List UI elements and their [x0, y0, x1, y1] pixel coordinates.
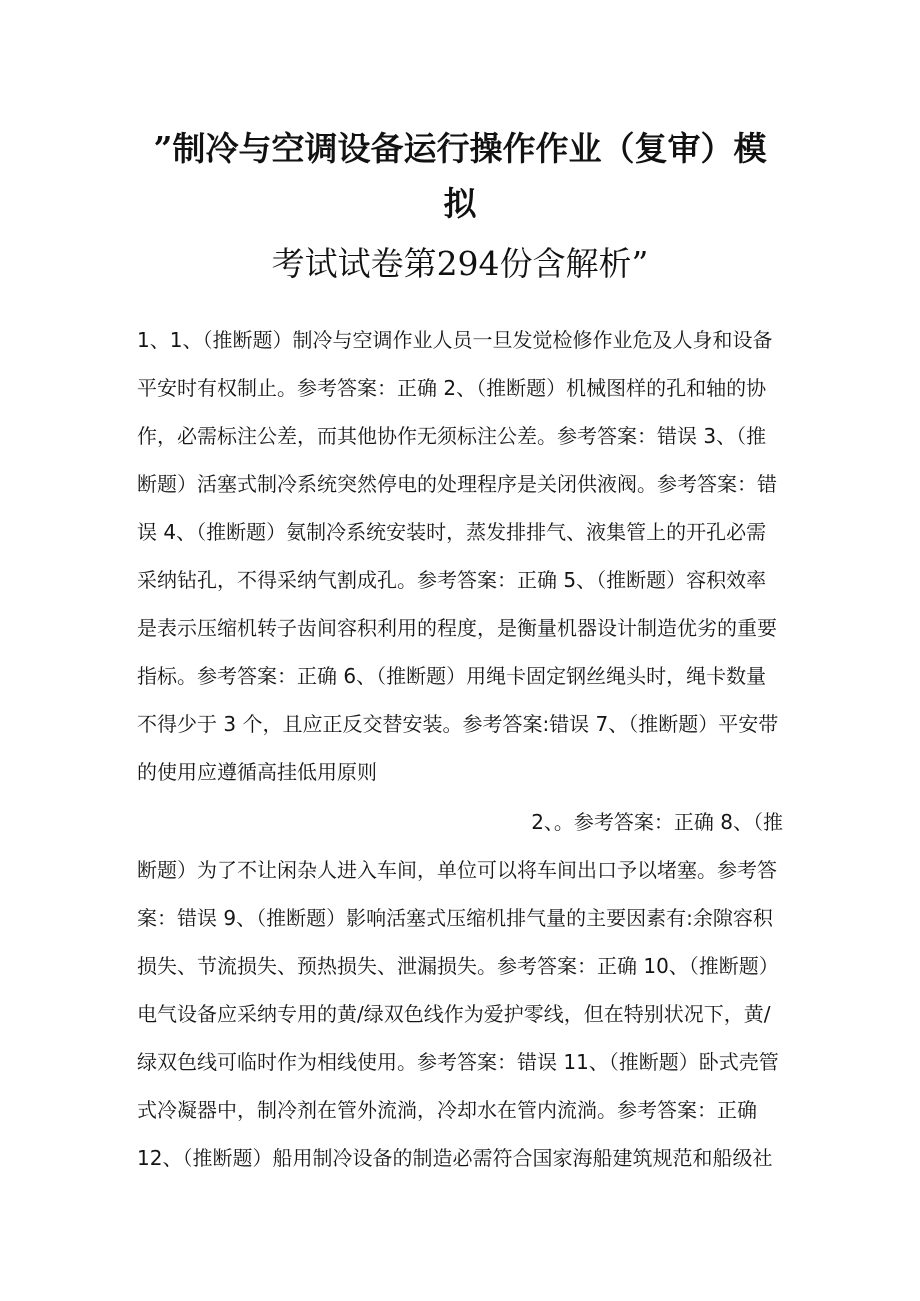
body-line-7: 是表示压缩机转子齿间容积利用的程度，是衡量机器设计制造优劣的重要 [137, 616, 777, 640]
document-title-line-1: ”制冷与空调设备运行操作作业（复审）模 [153, 129, 767, 168]
body-line-9: 不得少于 3 个，且应正反交替安装。参考答案:错误 7、（推断题）平安带 [137, 712, 779, 736]
body-line-8: 指标。参考答案：正确 6、（推断题）用绳卡固定钢丝绳头时，绳卡数量 [137, 664, 767, 688]
document-title-line-2: 拟 [443, 184, 477, 223]
body-line-15: 电气设备应采纳专用的黄/绿双色线作为爱护零线，但在特别状况下，黄/ [137, 1002, 771, 1026]
body-line-5: 误 4、（推断题）氨制冷系统安装时，蒸发排排气、液集管上的开孔必需 [137, 520, 767, 544]
body-line-11: 2、。参考答案：正确 8、（推 [531, 810, 783, 834]
body-line-17: 式冷凝器中，制冷剂在管外流淌，冷却水在管内流淌。参考答案：正确 [137, 1098, 757, 1122]
document-title-line-3: 考试试卷第294份含解析” [271, 244, 649, 283]
body-line-10: 的使用应遵循高挂低用原则 [137, 760, 377, 784]
body-line-3: 作，必需标注公差，而其他协作无须标注公差。参考答案：错误 3、（推 [137, 424, 767, 448]
body-line-18: 12、（推断题）船用制冷设备的制造必需符合国家海船建筑规范和船级社 [137, 1146, 773, 1170]
body-line-1: 1、1、（推断题）制冷与空调作业人员一旦发觉检修作业危及人身和设备 [137, 328, 773, 352]
body-line-16: 绿双色线可临时作为相线使用。参考答案：错误 11、（推断题）卧式壳管 [137, 1050, 779, 1074]
body-line-14: 损失、节流损失、预热损失、泄漏损失。参考答案：正确 10、（推断题） [137, 954, 779, 978]
body-line-6: 采纳钻孔，不得采纳气割成孔。参考答案：正确 5、（推断题）容积效率 [137, 568, 767, 592]
body-line-2: 平安时有权制止。参考答案：正确 2、（推断题）机械图样的孔和轴的协 [137, 376, 767, 400]
body-line-12: 断题）为了不让闲杂人进入车间，单位可以将车间出口予以堵塞。参考答 [137, 858, 777, 882]
body-line-4: 断题）活塞式制冷系统突然停电的处理程序是关闭供液阀。参考答案：错 [137, 472, 777, 496]
body-line-13: 案：错误 9、（推断题）影响活塞式压缩机排气量的主要因素有:余隙容积 [137, 906, 773, 930]
